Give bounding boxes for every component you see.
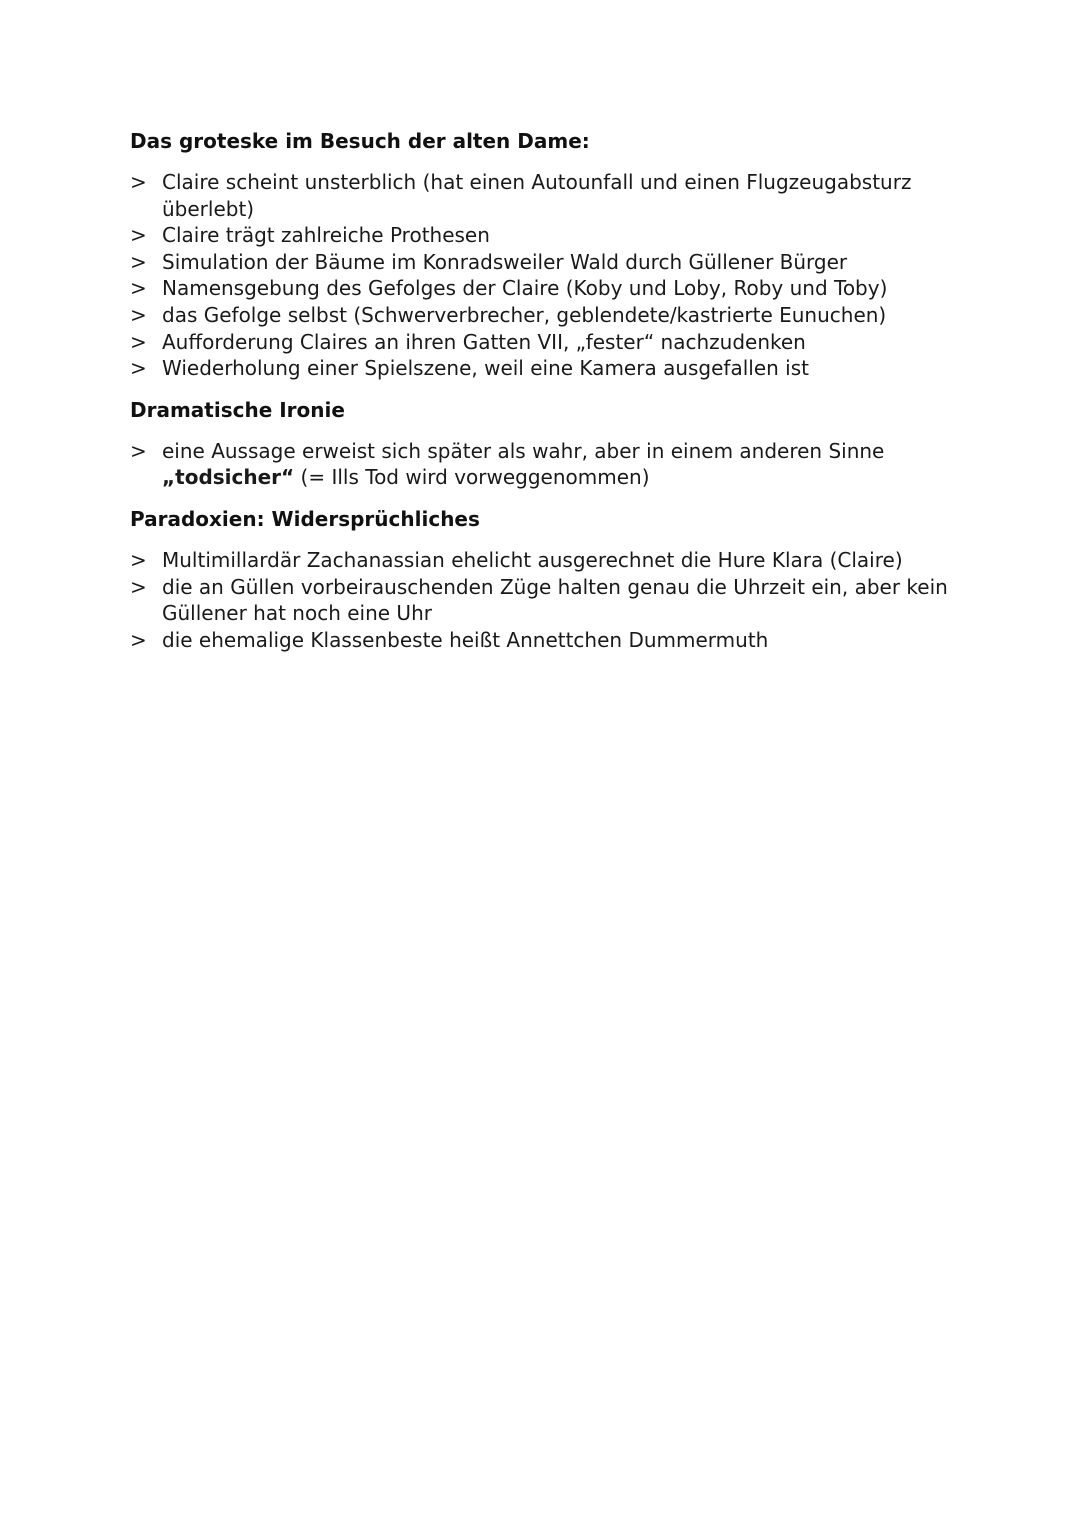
list-item — [130, 547, 990, 574]
list-item-text: das Gefolge selbst (Schwerverbrecher, geblendete/kastrierte Eunuchen) — [162, 302, 887, 327]
list-item — [130, 627, 990, 654]
list-item — [130, 329, 990, 356]
emphasized-word: „todsicher“ — [162, 465, 295, 490]
list-item-text: Claire trägt zahlreiche Prothesen — [162, 223, 490, 248]
bullet-arrow: > — [130, 170, 147, 194]
list-item-text: Aufforderung Claires an ihren Gatten VII, „fester“ nachzudenken — [162, 329, 806, 354]
document-content — [130, 127, 990, 653]
section-heading-irony: Dramatische Ironie — [130, 397, 345, 422]
bullet-arrow: > — [130, 302, 147, 327]
list-item — [130, 275, 990, 302]
list-item-text: Namensgebung des Gefolges der Claire (Koby und Loby, Roby und Toby) — [162, 276, 888, 301]
list-item — [130, 355, 990, 382]
section-heading-paradox: Paradoxien: Widersprüchliches — [130, 506, 480, 531]
list-item-text: die ehemalige Klassenbeste heißt Annettchen Dummermuth — [162, 627, 769, 652]
list-item-text: eine Aussage erweist sich später als wahr, aber in einem anderen Sinne — [162, 438, 885, 463]
bullet-arrow: > — [130, 356, 147, 381]
list-item-text: Wiederholung einer Spielszene, weil eine Kamera ausgefallen ist — [162, 356, 809, 381]
list-item — [130, 574, 990, 627]
list-item-text: Multimillardär Zachanassian ehelicht ausgerechnet die Hure Klara (Claire) — [162, 547, 903, 572]
list-item — [130, 438, 990, 491]
bullet-arrow: > — [130, 627, 147, 652]
list-item-text-rest: (= Ills Tod wird vorweggenommen) — [294, 465, 650, 490]
bullet-arrow: > — [130, 438, 147, 463]
list-item — [130, 249, 990, 276]
list-item-text: Claire scheint unsterblich (hat einen Autounfall und einen Flugzeugabsturz überlebt) — [162, 170, 912, 221]
bullet-arrow: > — [130, 329, 147, 354]
list-item — [130, 222, 990, 249]
bullet-arrow: > — [130, 574, 147, 599]
list-item-text: Simulation der Bäume im Konradsweiler Wald durch Güllener Bürger — [162, 249, 848, 274]
list-item-text: die an Güllen vorbeirauschenden Züge halten genau die Uhrzeit ein, aber kein Güllener hat noch eine Uhr — [162, 574, 948, 626]
bullet-arrow: > — [130, 276, 147, 301]
list-item — [130, 302, 990, 329]
paradox-list — [130, 547, 990, 653]
bullet-arrow: > — [130, 249, 147, 274]
section-heading-grotesque: Das groteske im Besuch der alten Dame: — [130, 129, 590, 153]
grotesque-list — [130, 169, 990, 382]
bullet-arrow: > — [130, 223, 147, 248]
irony-list — [130, 438, 990, 491]
bullet-arrow: > — [130, 547, 147, 572]
list-item — [130, 169, 990, 222]
